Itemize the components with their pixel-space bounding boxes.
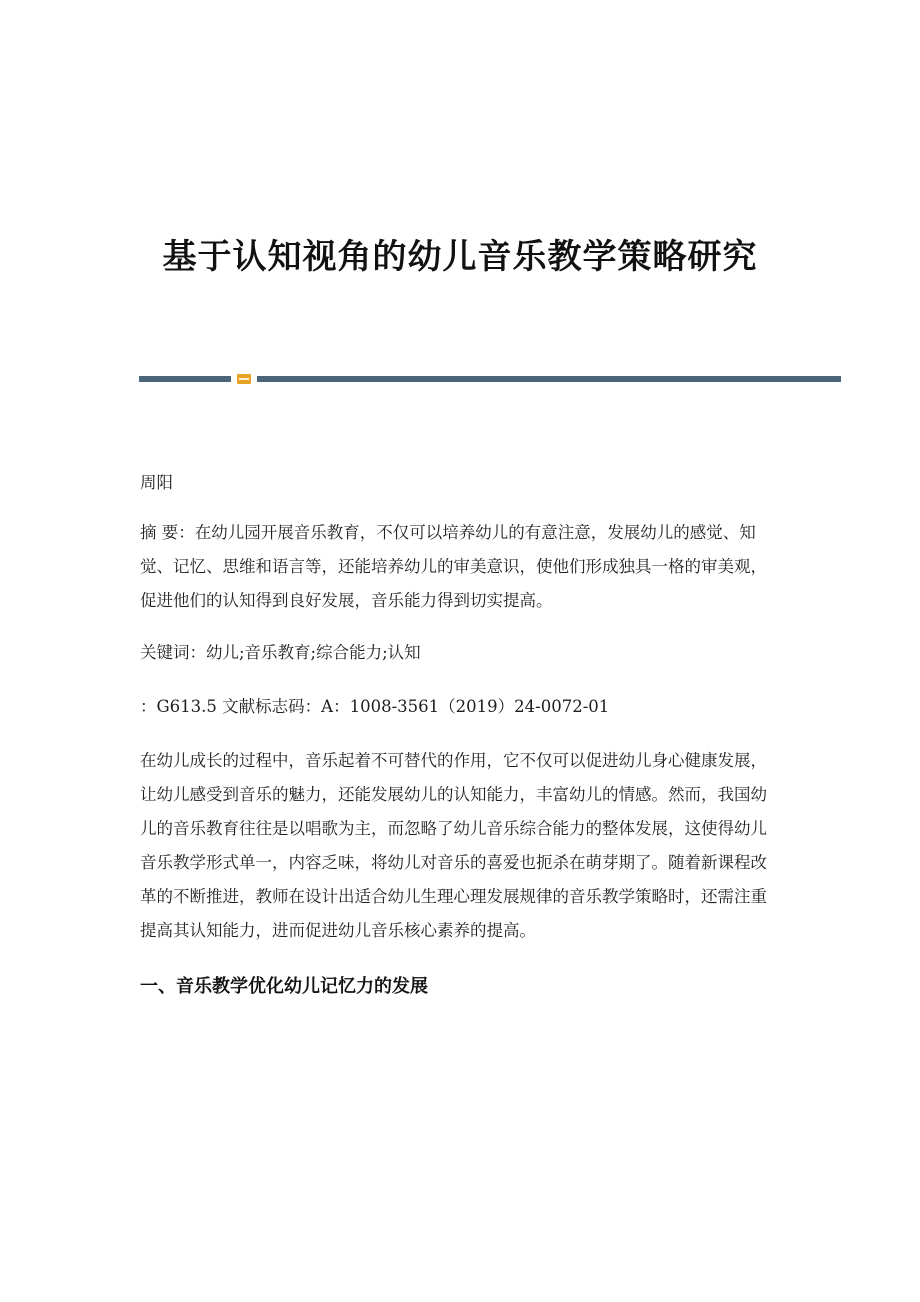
abstract (140, 516, 780, 618)
section-heading: 一、音乐教学优化幼儿记忆力的发展 (140, 976, 428, 997)
keywords-label: 关键词： (140, 643, 206, 662)
author-name: 周阳 (140, 473, 173, 492)
classification-info: ：G613.5 文献标志码：A：1008-3561（2019）24-0072-01 (140, 697, 610, 716)
body-paragraph: 在幼儿成长的过程中，音乐起着不可替代的作用，它不仅可以促进幼儿身心健康发展，让幼儿感受到音乐的魅力，还能发展幼儿的认知能力，丰富幼儿的情感。然而，我国幼儿的音乐教育往往是以唱歌为主，而忽略了幼儿音乐综合能力的整体发展，这使得幼儿音乐教学形式单一，内容乏味，将幼儿对音乐的喜爱也扼杀在萌芽期了。随着新课程改革的不断推进，教师在设计出适合幼儿生理心理发展规律的音乐教学策略时，还需注重提高其认知能力，进而促进幼儿音乐核心素养的提高。 (140, 751, 767, 940)
divider-bar-left (139, 376, 231, 382)
keywords-text: 幼儿;音乐教育;综合能力;认知 (206, 643, 421, 662)
paper-content (140, 466, 780, 1004)
divider-bar-right (257, 376, 841, 382)
abstract-label: 摘 要： (140, 523, 195, 542)
abstract-text: 在幼儿园开展音乐教育，不仅可以培养幼儿的有意注意，发展幼儿的感觉、知觉、记忆、思维和语言等，还能培养幼儿的审美意识，使他们形成独具一格的审美观，促进他们的认知得到良好发展，音乐能力得到切实提高。 (140, 523, 767, 610)
title-divider (139, 374, 841, 384)
divider-marker-icon (237, 374, 251, 384)
paper-title: 基于认知视角的幼儿音乐教学策略研究 (162, 236, 758, 277)
keywords (140, 636, 780, 670)
